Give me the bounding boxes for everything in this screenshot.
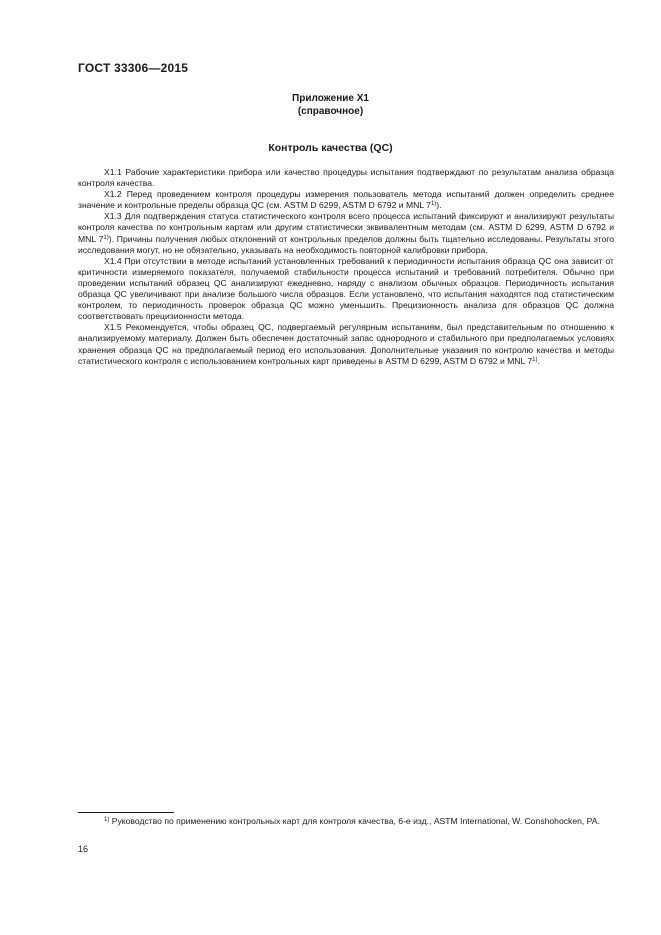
- footnote-ref: 1): [103, 234, 109, 241]
- footnote-marker: 1): [104, 817, 110, 823]
- appendix-title: Приложение Х1: [292, 93, 369, 104]
- appendix-heading: [0, 92, 661, 118]
- footnote-ref: 1): [430, 201, 437, 208]
- paragraph-x1-5: X1.5 Рекомендуется, чтобы образец QC, подвергаемый регулярным испытаниям, был представительным по отношению к анализируемому материалу. Должен быть обеспечен достаточный запас однородного и стабильного при предполагаемых условиях хранения образца QC на предполагаемый период его использования. Дополнительные указания по контролю качества и методы статистического контроля с использованием контрольных карт приведены в ASTM D 6299, ASTM D 6792 и MNL 7$^{1)}$.: [78, 322, 614, 366]
- section-title: Контроль качества (QC): [268, 142, 393, 154]
- page-number: 16: [78, 844, 89, 854]
- paragraph-x1-3: X1.3 Для подтверждения статуса статистического контроля всего процесса испытаний фиксируют и анализируют результаты контроля качества по контрольным картам или другим статистически эквивалентным методам (см. ASTM D 6299, ASTM D 6792 и MNL 7$^{1)}$). Причины получения любых отклонений от контрольных пределов должны быть тщательно исследованы. Результаты этого исследования могут, но не обязательно, указывать на необходимость повторной калибровки прибора.: [78, 211, 614, 255]
- appendix-subtitle: (справочное): [297, 106, 364, 117]
- paragraph-x1-4: X1.4 При отсутствии в методе испытаний установленных требований к периодичности испытания образца QC она зависит от критичности измеряемого показателя, получаемой стабильности процесса испытаний и требований потребителя. Обычно при проведении испытаний образец QC анализируют ежедневно, наряду с анализом обычных образцов. Периодичность испытания образца QC увеличивают при анализе большого числа образцов. Если установлено, что испытания находятся под статистическим контролем, то периодичность проверок образца QC можно уменьшить. Прецизионность анализа для образцов QC должна соответствовать прецизионности метода.: [78, 255, 614, 322]
- body-text: [78, 167, 614, 367]
- paragraph-x1-1: X1.1 Рабочие характеристики прибора или качество процедуры испытания подтверждают по результатам анализа образца контроля качества.: [78, 167, 614, 189]
- footnote-ref: 1): [532, 356, 538, 363]
- footnote-divider: [78, 812, 174, 813]
- footnote: [78, 816, 614, 827]
- footnote-text: Руководство по применению контрольных карт для контроля качества, 6-е изд., ASTM International, W. Conshohocken, PA.: [109, 816, 600, 826]
- document-code-header: ГОСТ 33306—2015: [78, 61, 189, 75]
- paragraph-x1-2: X1.2 Перед проведением контроля процедуры измерения пользователь метода испытаний должен определить среднее значение и контрольные пределы образца QC (см. ASTM D 6299, ASTM D 6792 и MNL 7$^{1)}$).: [78, 189, 614, 211]
